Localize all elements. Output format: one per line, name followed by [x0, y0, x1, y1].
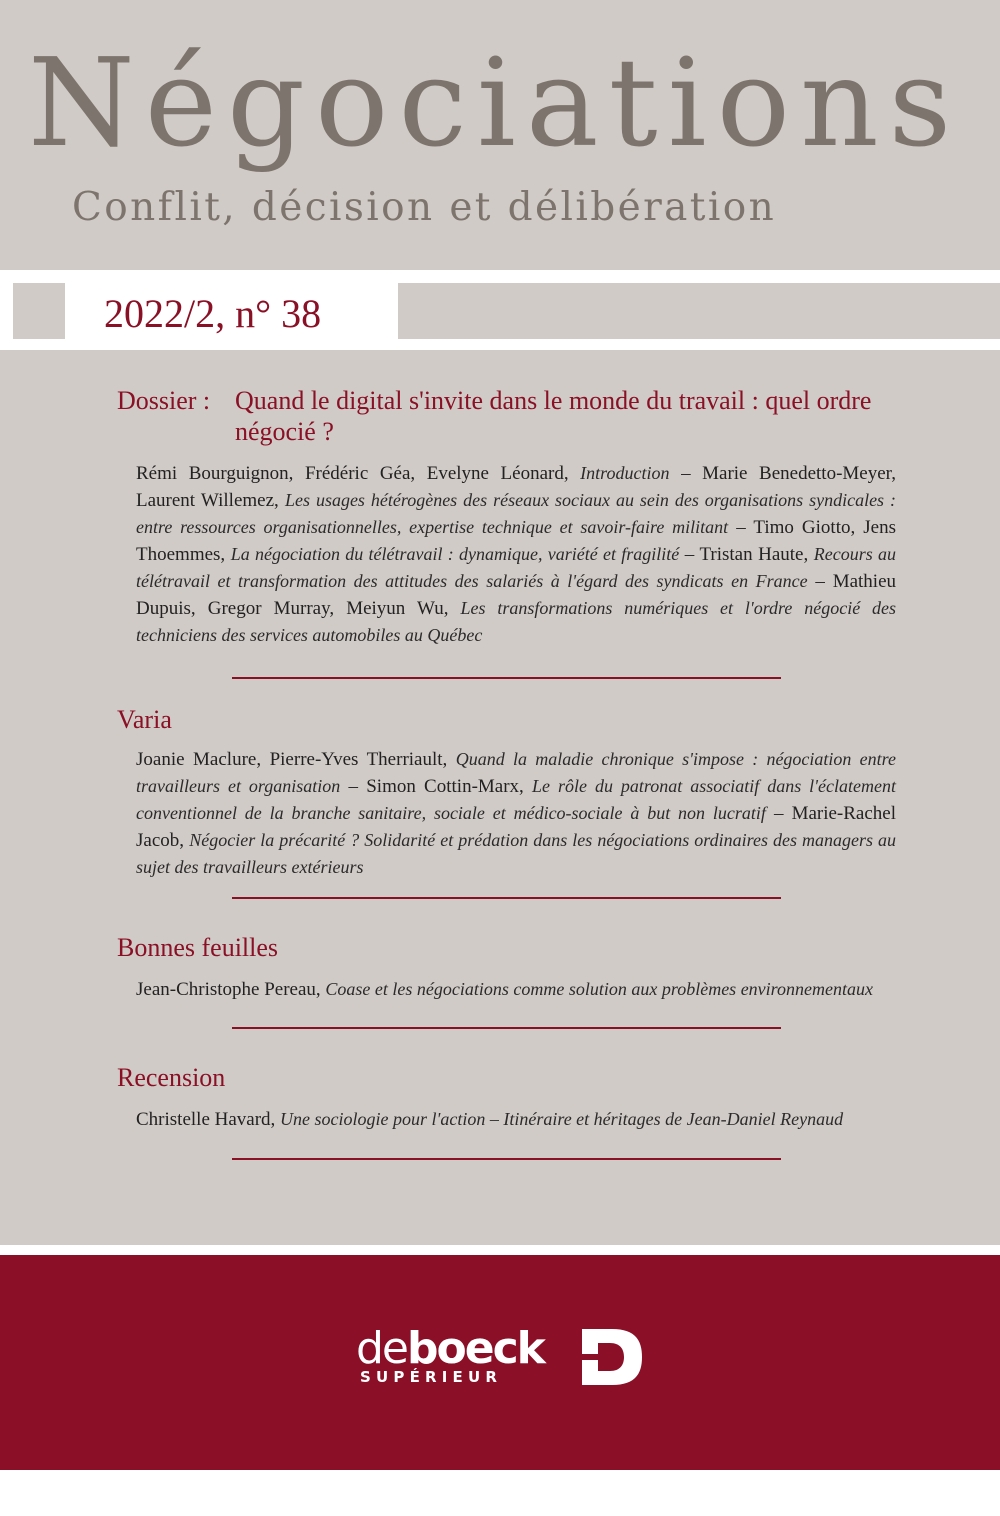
section-divider [232, 677, 781, 679]
section-label-varia: Varia [117, 705, 172, 734]
entry-separator: – [807, 571, 833, 592]
entry-authors: Jean-Christophe Pereau, [136, 979, 326, 1000]
section-label-bonnes-feuilles: Bonnes feuilles [117, 933, 279, 962]
recension-entries [136, 1106, 896, 1133]
entry-title: Coase et les négociations comme solution aux problèmes environnementaux [325, 979, 873, 999]
issue-number: 2022/2, n° 38 [104, 291, 322, 336]
entry-separator: – [669, 463, 703, 484]
entry-title: Le rôle du patronat associatif dans l'éclatement conventionnel de la branche sanitaire, sociale et médico-sociale à but non lucratif [136, 776, 896, 823]
entry-authors: Timo Giotto, Jens Thoemmes, [136, 517, 896, 565]
entry-title: Recours au télétravail et transformation des attitudes des salariés à l'égard des syndicats en France [136, 544, 896, 591]
entry-title: Les usages hétérogènes des réseaux sociaux au sein des organisations syndicales : entre ressources organisationnelles, expertise technique et savoir-faire militant [136, 490, 897, 537]
dossier-entries [136, 460, 896, 649]
journal-subtitle: Conflit, décision et délibération [72, 185, 777, 230]
section-divider [232, 1158, 781, 1160]
entry-authors: Marie Benedetto-Meyer, Laurent Willemez, [136, 463, 896, 511]
entry-title: Les transformations numériques et l'ordre négocié des techniciens des services automobiles au Québec [136, 598, 897, 645]
entry-separator: – [728, 517, 754, 538]
entry-authors: Simon Cottin-Marx, [366, 776, 533, 797]
entry-authors: Mathieu Dupuis, Gregor Murray, Meiyun Wu, [136, 571, 897, 619]
publisher-name-light: de [356, 1323, 407, 1374]
entry-authors: Christelle Havard, [136, 1109, 281, 1130]
entry-authors: Rémi Bourguignon, Frédéric Géa, Evelyne Léonard, [136, 463, 581, 484]
section-divider [232, 1027, 781, 1029]
section-divider [232, 897, 781, 899]
entry-title: Négocier la précarité ? Solidarité et prédation dans les négociations ordinaires des managers au sujet des travailleurs extérieurs [136, 830, 897, 877]
entry-separator: – [679, 544, 700, 565]
publisher-tagline: SUPÉRIEUR [360, 1368, 503, 1386]
journal-title: Négociations [28, 32, 962, 174]
section-label-dossier: Dossier : [117, 386, 211, 415]
entry-authors: Tristan Haute, [699, 544, 814, 565]
issue-band-bar [398, 283, 1000, 339]
publisher-b-mark-icon [578, 1327, 644, 1387]
entry-title: Quand la maladie chronique s'impose : négociation entre travailleurs et organisation [136, 749, 896, 796]
section-label-recension: Recension [117, 1063, 226, 1092]
entry-separator: – [340, 776, 367, 797]
entry-title: Une sociologie pour l'action – Itinéraire et héritages de Jean-Daniel Reynaud [280, 1109, 844, 1129]
entry-authors: Joanie Maclure, Pierre-Yves Therriault, [136, 749, 456, 770]
dossier-title: Quand le digital s'invite dans le monde du travail : quel ordre négocié ? [235, 386, 872, 446]
entry-title: La négociation du télétravail : dynamique, variété et fragilité [230, 544, 680, 564]
entry-separator: – [765, 803, 792, 824]
publisher-name-bold: boeck [407, 1323, 544, 1374]
varia-entries [136, 746, 896, 881]
publisher-logo [356, 1325, 656, 1395]
bonnes-feuilles-entries [136, 976, 896, 1003]
publisher-wordmark [356, 1325, 544, 1373]
entry-authors: Marie-Rachel Jacob, [136, 803, 897, 851]
bottom-margin [0, 1470, 1000, 1516]
masthead [0, 0, 1000, 270]
issue-band-square [13, 283, 65, 339]
entry-title: Introduction [580, 463, 670, 483]
footer-gap [0, 1245, 1000, 1255]
